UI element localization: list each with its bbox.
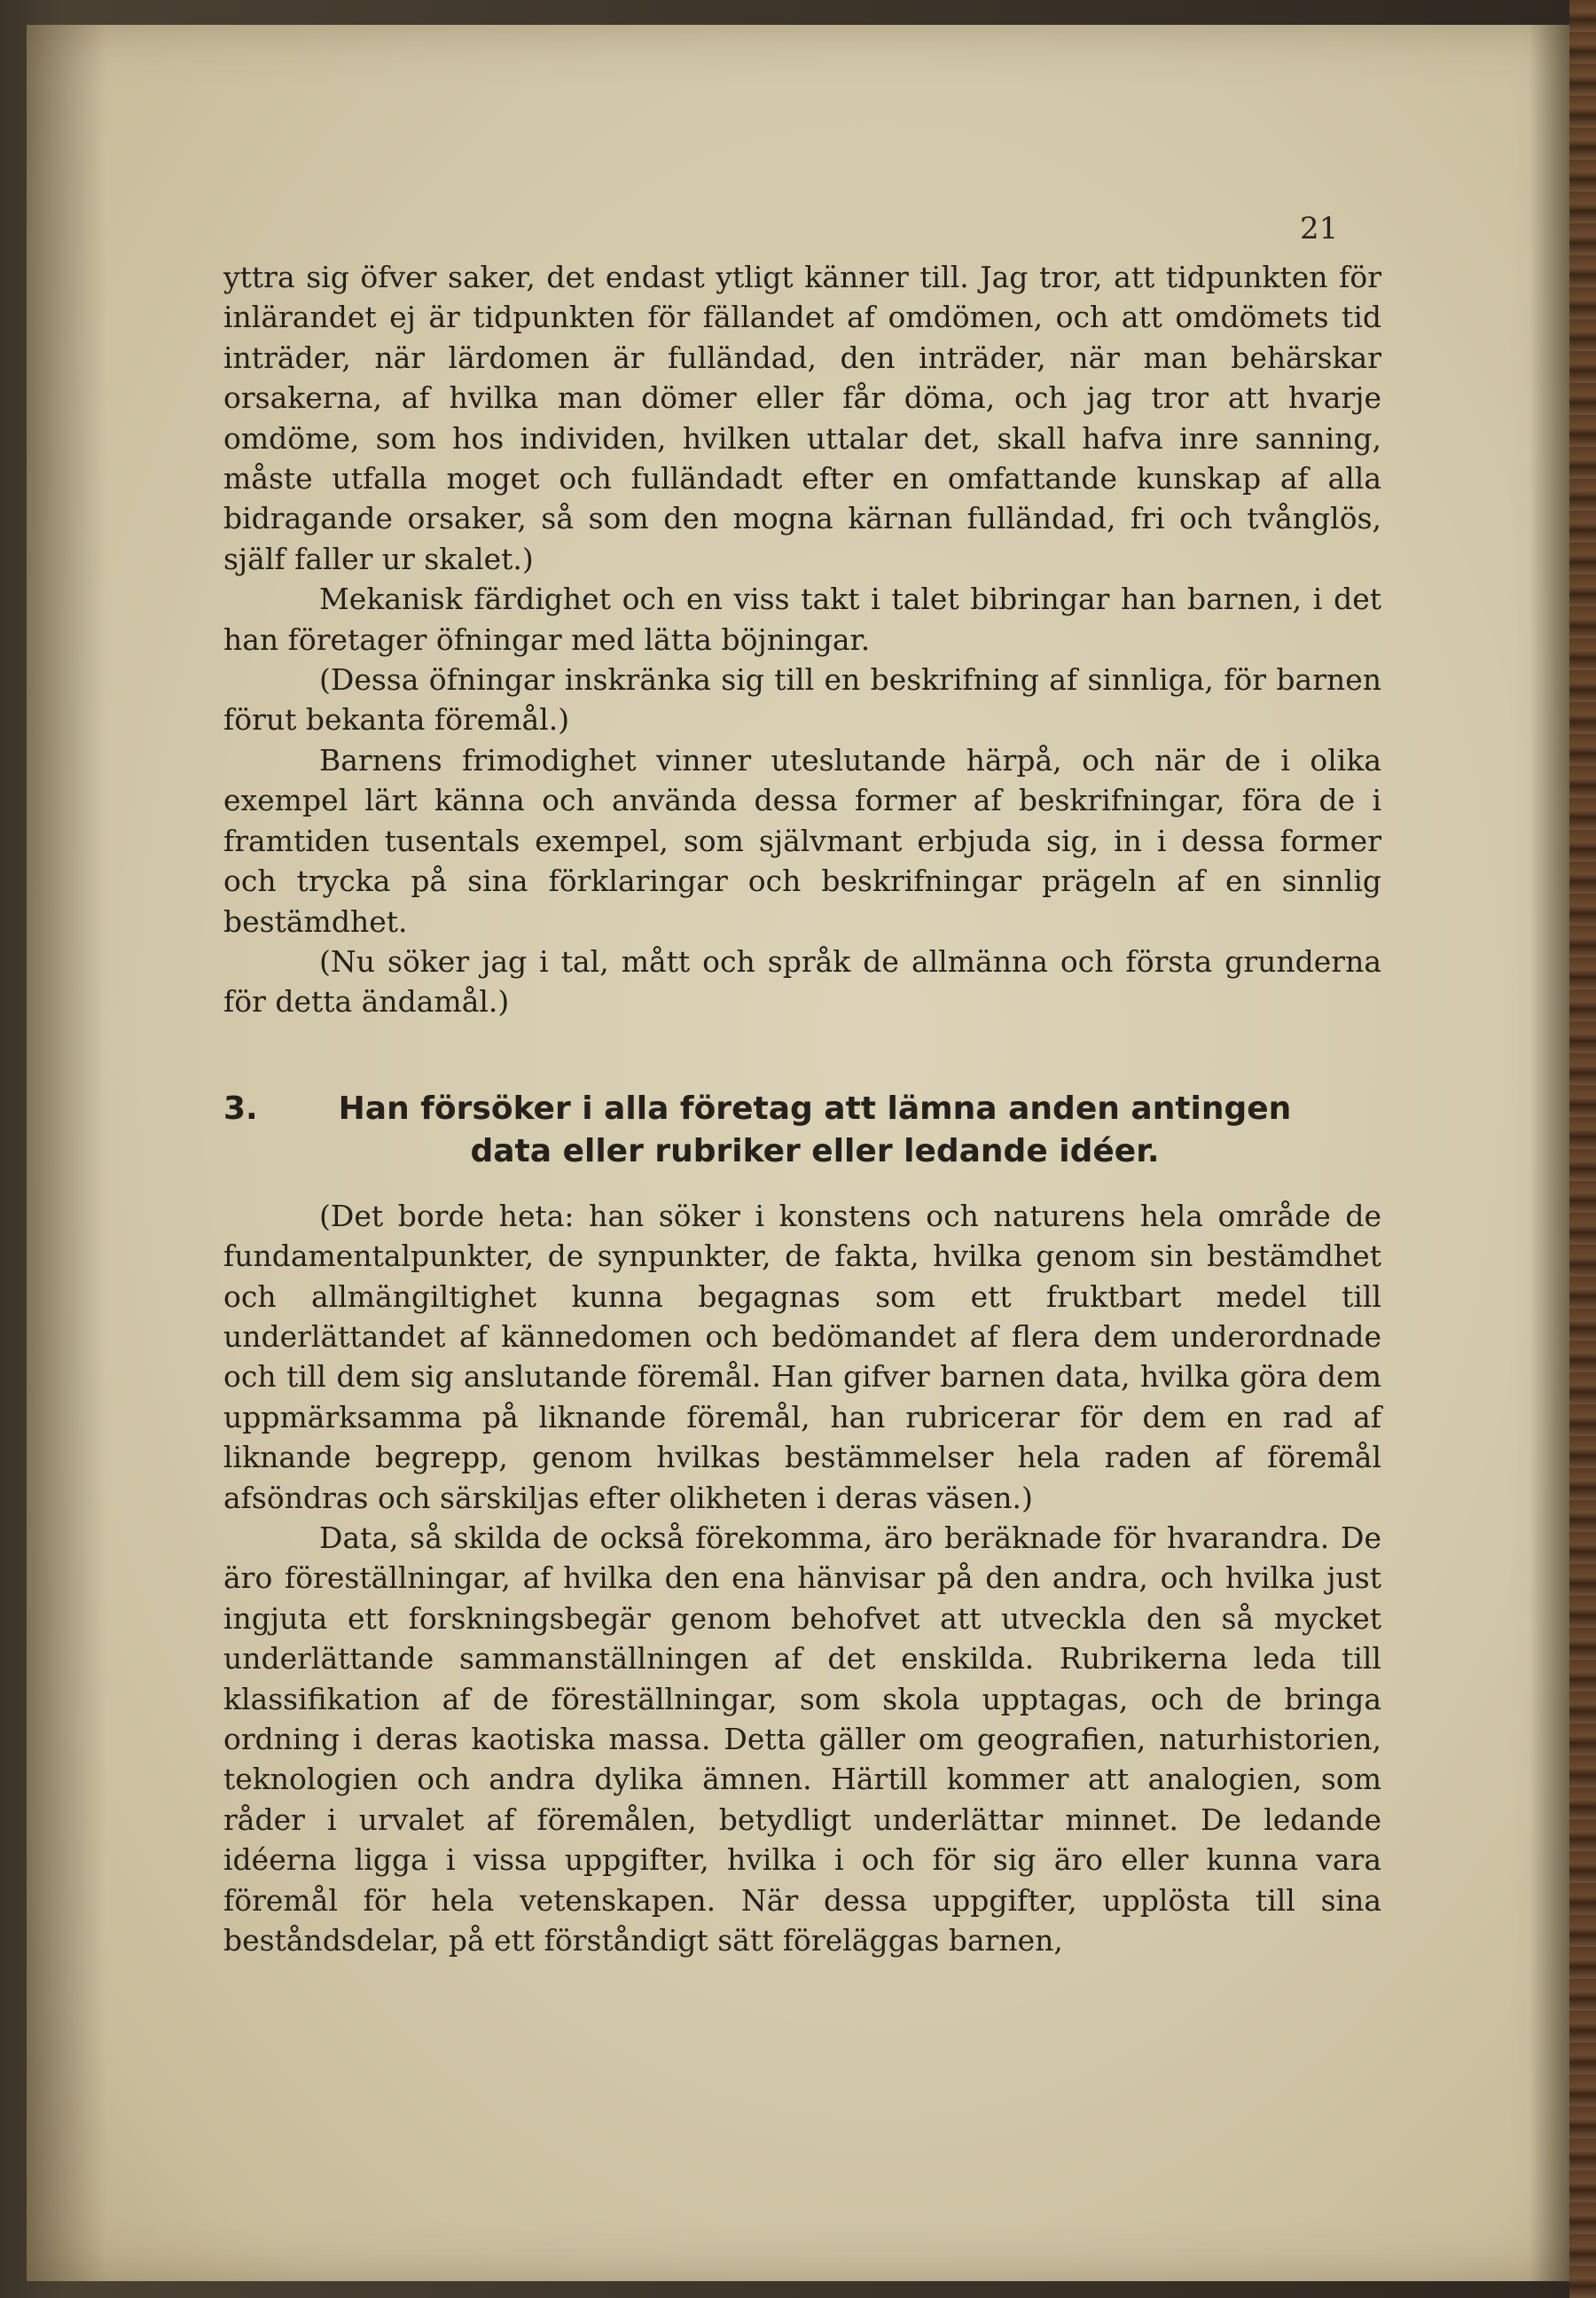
- paragraph: Mekanisk färdighet och en viss takt i talet bibringar han barnen, i det han företager öfningar med lätta böjningar.: [223, 582, 1381, 657]
- book-page: [27, 25, 1569, 2281]
- paragraph: (Nu söker jag i tal, mått och språk de allmänna och första grunderna för detta ändamål.): [223, 943, 1381, 1020]
- paragraph: yttra sig öfver saker, det endast ytligt känner till. Jag tror, att tidpunkten för inlärandet ej är tidpunkten för fällandet af omdömen, och att omdömets tid inträder, när lärdomen är fulländad, den inträder, när man behärskar orsakerna, af hvilka man dömer eller får döma, och jag tror att hvarje omdöme, som hos individen, hvilken uttalar det, skall hafva inre sanning, måste utfalla moget och fulländadt efter en omfattande kunskap af alla bidragande orsaker, så som den mogna kärnan fulländad, fri och tvånglös, själf faller ur skalet.): [223, 260, 1381, 576]
- paragraph: (Dessa öfningar inskränka sig till en beskrifning af sinnliga, för barnen förut bekanta föremål.): [223, 662, 1381, 738]
- paragraph: (Det borde heta: han söker i konstens och naturens hela område de fundamentalpunkter, de synpunkter, de fakta, hvilka genom sin bestämdhet och allmängiltighet kunna begagnas som ett fruktbart medel till underlättandet af kännedomen och bedömandet af flera dem underordnade och till dem sig anslutande föremål. Han gifver barnen data, hvilka göra dem uppmärksamma på liknande föremål, han rubricerar för dem en rad af liknande begrepp, genom hvilkas bestämmelser hela raden af föremål afsöndras och särskiljas efter olikheten i deras väsen.): [223, 1198, 1381, 1515]
- paragraph: Data, så skilda de också förekomma, äro beräknade för hvarandra. De äro föreställningar, af hvilka den ena hänvisar på den andra, och hvilka just ingjuta ett forskningsbegär genom behofvet att utveckla den så mycket underlättande sammanställningen af det enskilda. Rubrikerna leda till klassifikation af de föreställningar, som skola upptagas, och de bringa ordning i deras kaotiska massa. Detta gäller om geografien, naturhistorien, teknologien och andra dylika ämnen. Härtill kommer att analogien, som råder i urvalet af föremålen, betydligt underlättar minnet. De ledande idéerna ligga i vissa uppgifter, hvilka i och för sig äro eller kunna vara föremål för hela vetenskapen. När dessa uppgifter, upplösta till sina beståndsdelar, på ett förståndigt sätt föreläggas barnen,: [223, 1520, 1381, 1958]
- spine-shadow: [27, 25, 106, 2281]
- paragraph: Barnens frimodighet vinner uteslutande härpå, och när de i olika exempel lärt känna och använda dessa former af beskrifningar, föra de i framtiden tusentals exempel, som självmant erbjuda sig, in i dessa former och trycka på sina förklaringar och beskrifningar prägeln af en sinnlig bestämdhet.: [223, 742, 1381, 939]
- section-heading: [223, 1088, 1381, 1173]
- page-number: 21: [1300, 211, 1339, 246]
- page-edge-shadow: [1530, 25, 1569, 2281]
- section-title: Han försöker i alla företag att lämna anden antingen data eller rubriker eller ledande idéer.: [338, 1090, 1292, 1169]
- book-binding: [1569, 0, 1596, 2298]
- body-text: [223, 257, 1381, 1960]
- section-number: 3.: [223, 1090, 258, 1127]
